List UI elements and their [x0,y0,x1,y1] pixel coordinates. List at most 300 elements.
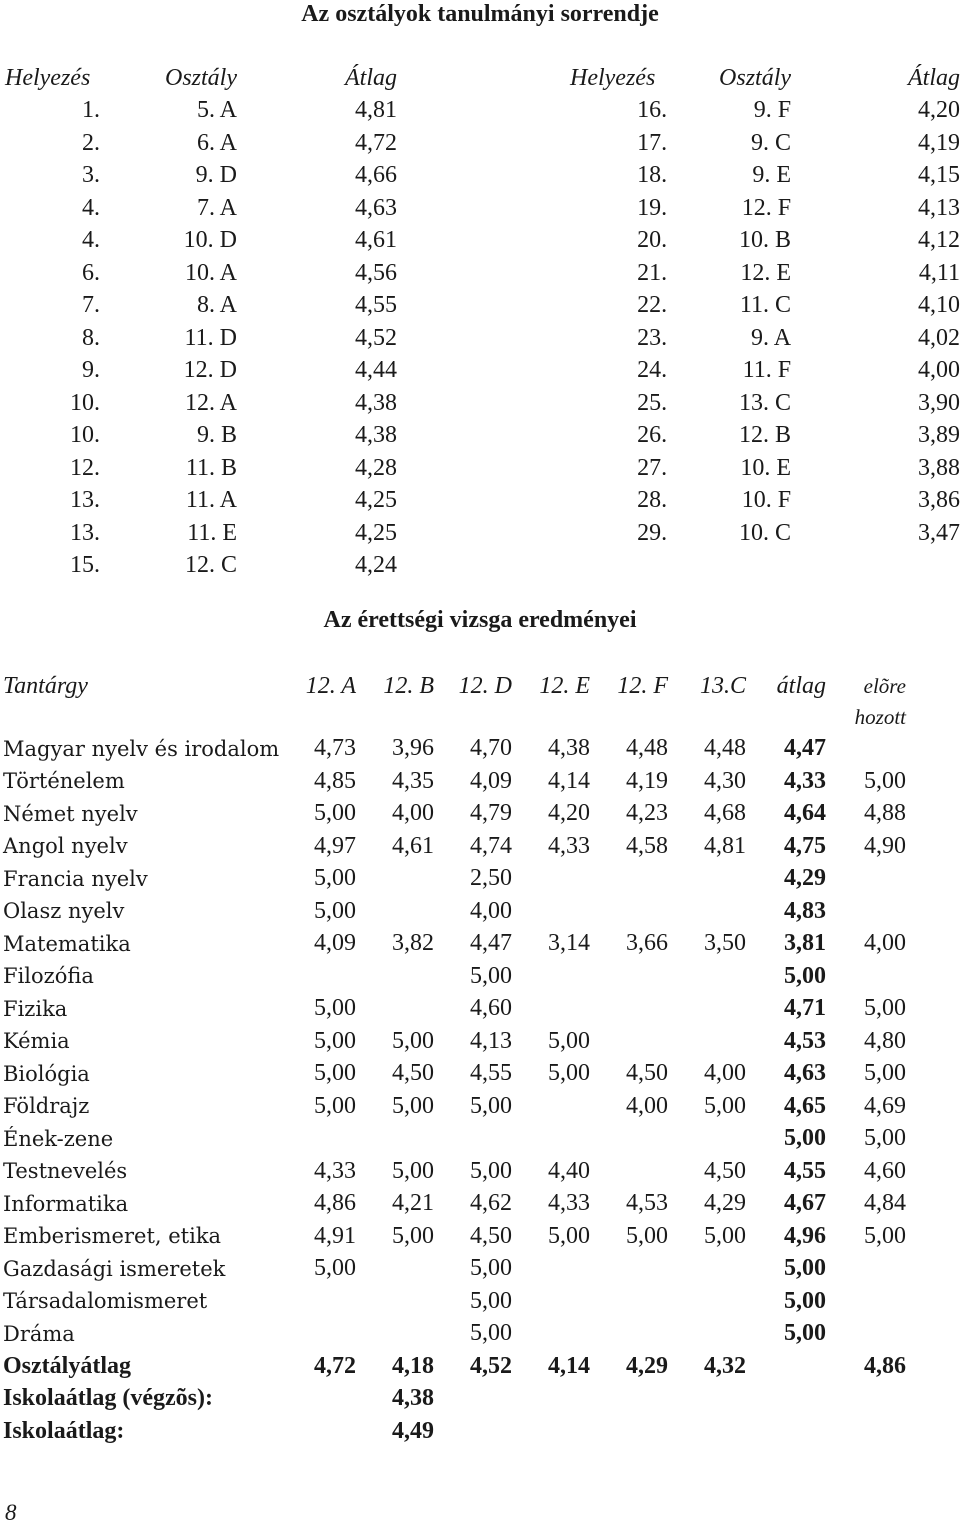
class-cell: 5. A [196,97,237,124]
grade-cell: 4,55 [470,1060,512,1087]
rank-cell: 13. [70,519,100,546]
brought-forward-cell [826,1285,906,1318]
brought-forward-cell [826,733,906,766]
average-cell: 5,00 [784,1125,826,1152]
grade-cell: 5,00 [392,1092,434,1119]
rank-cell: 18. [637,162,668,189]
grade-cell: 4,30 [704,767,746,794]
ranking-row [5,192,397,225]
grade-cell [590,1155,668,1188]
brought-forward-cell [826,895,906,928]
average-cell: 4,83 [784,897,826,924]
class-cell: 9. D [195,162,237,189]
grade-cell [590,993,668,1026]
grade-cell: 4,97 [314,832,356,859]
grade-cell [668,960,746,993]
grade-cell: 5,00 [314,1060,356,1087]
grade-cell: 4,68 [704,800,746,827]
rank-cell: 2. [82,129,100,156]
grade-cell: 5,00 [314,897,356,924]
brought-forward-cell [826,1318,906,1351]
average-cell: 4,64 [784,800,826,827]
grade-cell: 4,48 [704,735,746,762]
grade-cell: 5,00 [470,1287,512,1314]
grade-cell: 5,00 [470,1255,512,1282]
grade-cell [356,863,434,896]
rank-cell: 19. [637,194,668,221]
subject-cell: Fizika [3,996,68,1021]
grade-cell [512,895,590,928]
grade-cell: 4,35 [392,767,434,794]
grade-cell [590,895,668,928]
rank-cell: 9. [82,357,100,384]
header-average: Átlag [345,64,397,91]
grade-cell: 5,00 [392,1027,434,1054]
grade-cell: 4,00 [392,800,434,827]
grade-cell: 5,00 [470,1157,512,1184]
average-cell: 4,65 [784,1092,826,1119]
header-13c: 13.C [699,672,746,699]
grade-cell: 4,20 [548,800,590,827]
rank-cell: 23. [637,324,668,351]
grade-cell: 3,82 [392,930,434,957]
brought-forward-cell: 4,00 [864,930,906,957]
subject-cell: Filozófia [3,964,94,989]
grade-cell: 3,50 [704,930,746,957]
class-cell: 9. C [751,129,792,156]
subject-cell: Gazdasági ismeretek [3,1256,226,1281]
average-cell: 4,56 [355,259,397,286]
average-cell: 3,86 [918,487,960,514]
subject-cell: Magyar nyelv és irodalom [3,736,280,761]
exam-row [3,1090,906,1123]
ranking-row [5,290,397,323]
rank-cell: 10. [70,389,100,416]
grade-cell: 5,00 [470,962,512,989]
header-rank: Helyezés [570,64,656,91]
class-cell: 12. F [741,194,792,221]
class-average-label: Osztályátlag [3,1352,131,1379]
header-12b: 12. B [383,672,434,699]
subject-cell: Informatika [3,1191,129,1216]
average-cell: 4,55 [784,1157,826,1184]
average-cell: 4,33 [784,767,826,794]
grade-cell: 5,00 [470,1092,512,1119]
grade-cell: 4,23 [626,800,668,827]
class-average-value [746,1350,826,1383]
exam-header-row [3,670,906,703]
grade-cell: 4,09 [314,930,356,957]
class-cell: 9. B [196,422,237,449]
ranking-table-right [570,62,960,550]
ranking-body-left [5,95,397,583]
grade-cell [668,1123,746,1156]
subject-cell: Matematika [3,931,131,956]
class-cell: 11. B [185,454,237,481]
average-cell: 4,25 [355,487,397,514]
grade-cell [298,1318,356,1351]
grade-cell: 4,50 [470,1222,512,1249]
grade-cell [356,1318,434,1351]
ranking-row [570,387,960,420]
grade-cell: 4,47 [470,930,512,957]
grade-cell [512,960,590,993]
exam-row [3,895,906,928]
grade-cell [590,1285,668,1318]
rank-cell: 15. [70,552,100,579]
subject-cell: Emberismeret, etika [3,1224,222,1249]
exam-row [3,1155,906,1188]
average-cell: 4,67 [784,1190,826,1217]
exam-row [3,993,906,1026]
class-cell: 11. A [185,487,237,514]
average-cell: 4,47 [784,735,826,762]
rank-cell: 7. [82,292,100,319]
grade-cell [356,1285,434,1318]
subject-cell: Földrajz [3,1094,90,1119]
average-cell: 4,38 [355,422,397,449]
exam-title: Az érettségi vizsga eredményei [323,607,637,633]
class-cell: 12. A [184,389,237,416]
grade-cell [590,1025,668,1058]
class-cell: 12. B [739,422,792,449]
grade-cell: 5,00 [470,1320,512,1347]
subject-cell: Német nyelv [3,801,138,826]
subject-cell: Kémia [3,1029,70,1054]
exam-row [3,1220,906,1253]
rank-cell: 28. [637,487,668,514]
school-average-graduates-row [3,1383,906,1416]
exam-row [3,863,906,896]
subject-cell: Francia nyelv [3,866,148,891]
rank-cell: 17. [637,129,668,156]
average-cell: 4,55 [355,292,397,319]
grade-cell: 5,00 [704,1092,746,1119]
average-cell: 4,24 [355,552,397,579]
class-cell: 12. E [740,259,792,286]
header-average: Átlag [908,64,960,91]
grade-cell: 4,13 [470,1027,512,1054]
grade-cell [512,863,590,896]
school-average-label: Iskolaátlag: [3,1417,125,1444]
exam-row [3,765,906,798]
average-cell: 3,88 [918,454,960,481]
ranking-row [570,257,960,290]
class-average-value: 4,52 [470,1352,512,1379]
average-cell: 4,81 [355,97,397,124]
grade-cell: 4,85 [314,767,356,794]
header-12a: 12. A [305,672,356,699]
brought-forward-cell: 5,00 [864,767,906,794]
ranking-title: Az osztályok tanulmányi sorrendje [301,1,659,27]
grade-cell: 5,00 [548,1222,590,1249]
grade-cell [512,1318,590,1351]
rank-cell: 27. [637,454,668,481]
grade-cell: 4,58 [626,832,668,859]
grade-cell [668,1025,746,1058]
grade-cell [590,960,668,993]
class-cell: 10. C [739,519,792,546]
brought-forward-cell: 4,60 [864,1157,906,1184]
average-cell: 4,29 [784,865,826,892]
school-average-value: 4,49 [392,1417,434,1444]
grade-cell: 2,50 [470,865,512,892]
rank-cell: 4. [82,194,100,221]
subject-cell: Történelem [3,769,125,794]
header-12d: 12. D [458,672,512,699]
rank-cell: 24. [637,357,668,384]
average-cell: 5,00 [784,1255,826,1282]
rank-cell: 1. [82,97,100,124]
grade-cell: 4,00 [470,897,512,924]
ranking-row [570,452,960,485]
exam-results-table [3,670,906,1448]
rank-cell: 26. [637,422,668,449]
average-cell: 5,00 [784,962,826,989]
grade-cell: 5,00 [548,1060,590,1087]
average-cell: 4,52 [355,324,397,351]
grade-cell: 4,50 [626,1060,668,1087]
grade-cell [668,1318,746,1351]
grade-cell [668,863,746,896]
average-cell: 4,12 [918,227,960,254]
grade-cell [512,1253,590,1286]
grade-cell [512,1123,590,1156]
grade-cell [356,1123,434,1156]
grade-cell: 5,00 [392,1222,434,1249]
average-cell: 4,13 [918,194,960,221]
grade-cell [356,895,434,928]
grade-cell: 5,00 [626,1222,668,1249]
exam-row [3,1123,906,1156]
grade-cell [668,1253,746,1286]
class-average-value: 4,32 [704,1352,746,1379]
grade-cell [590,1253,668,1286]
grade-cell [434,1123,512,1156]
average-cell: 5,00 [784,1320,826,1347]
class-cell: 13. C [739,389,792,416]
rank-cell: 4. [82,227,100,254]
header-subject: Tantárgy [3,672,88,699]
brought-forward-cell: 4,84 [864,1190,906,1217]
grade-cell: 5,00 [314,865,356,892]
ranking-row [5,452,397,485]
ranking-body-right [570,95,960,550]
average-cell: 4,11 [918,259,960,286]
grade-cell: 4,74 [470,832,512,859]
subject-cell: Olasz nyelv [3,899,125,924]
grade-cell [512,1090,590,1123]
class-cell: 11. E [187,519,237,546]
rank-cell: 13. [70,487,100,514]
grade-cell: 3,66 [626,930,668,957]
average-cell: 4,15 [918,162,960,189]
grade-cell: 4,79 [470,800,512,827]
grade-cell [298,960,356,993]
grade-cell [512,993,590,1026]
class-cell: 10. F [741,487,792,514]
class-average-value: 4,72 [314,1352,356,1379]
grade-cell: 4,19 [626,767,668,794]
rank-cell: 21. [637,259,668,286]
grade-cell: 4,33 [548,1190,590,1217]
subject-cell: Társadalomismeret [3,1289,208,1314]
class-average-row [3,1350,906,1383]
header-rank: Helyezés [5,64,91,91]
exam-header-subrow [3,703,906,733]
grade-cell [298,1285,356,1318]
ranking-row [5,517,397,550]
grade-cell: 5,00 [314,1027,356,1054]
exam-row [3,830,906,863]
grade-cell [590,863,668,896]
brought-forward-cell [826,960,906,993]
rank-cell: 12. [70,454,100,481]
grade-cell: 4,14 [548,767,590,794]
average-cell: 4,75 [784,832,826,859]
grade-cell: 3,96 [392,735,434,762]
class-cell: 12. D [183,357,237,384]
ranking-row [570,485,960,518]
brought-forward-cell: 5,00 [864,1222,906,1249]
grade-cell [590,1318,668,1351]
school-average-row [3,1415,906,1448]
rank-cell: 25. [637,389,668,416]
ranking-row [570,355,960,388]
average-cell: 4,19 [918,129,960,156]
ranking-row [5,160,397,193]
grade-cell [668,993,746,1026]
ranking-row [5,225,397,258]
class-cell: 12. C [184,552,237,579]
grade-cell: 4,21 [392,1190,434,1217]
class-cell: 11. D [184,324,237,351]
page-number: 8 [5,1500,17,1525]
brought-forward-cell [826,1253,906,1286]
average-cell: 4,44 [355,357,397,384]
average-cell: 4,20 [918,97,960,124]
grade-cell: 4,53 [626,1190,668,1217]
ranking-row [5,257,397,290]
subject-cell: Ének-zene [3,1126,114,1151]
ranking-header-row [5,62,397,95]
class-average-value: 4,86 [864,1352,906,1379]
class-cell: 11. F [742,357,792,384]
header-class: Osztály [165,64,237,91]
average-cell: 3,89 [918,422,960,449]
grade-cell: 3,14 [548,930,590,957]
header-brought-forward-sub: hozott [854,705,906,729]
brought-forward-cell: 4,88 [864,800,906,827]
rank-cell: 8. [82,324,100,351]
class-cell: 9. E [752,162,792,189]
ranking-row [570,95,960,128]
grade-cell: 5,00 [314,800,356,827]
ranking-row [5,420,397,453]
ranking-row [5,322,397,355]
grade-cell: 4,38 [548,735,590,762]
grade-cell: 4,73 [314,735,356,762]
grade-cell: 4,29 [704,1190,746,1217]
header-brought-forward: elõre [863,673,906,698]
ranking-row [5,550,397,583]
grade-cell [298,1123,356,1156]
average-cell: 4,02 [918,324,960,351]
brought-forward-cell: 5,00 [864,995,906,1022]
average-cell: 4,10 [918,292,960,319]
ranking-row [570,290,960,323]
grade-cell: 4,50 [392,1060,434,1087]
exam-row [3,1318,906,1351]
exam-row [3,1025,906,1058]
grade-cell [356,960,434,993]
subject-cell: Biológia [3,1061,90,1086]
header-class: Osztály [719,64,792,91]
brought-forward-cell [826,863,906,896]
grade-cell: 4,00 [626,1092,668,1119]
average-cell: 4,28 [355,454,397,481]
exam-row [3,1188,906,1221]
rank-cell: 22. [637,292,668,319]
class-cell: 8. A [196,292,237,319]
average-cell: 4,25 [355,519,397,546]
average-cell: 5,00 [784,1287,826,1314]
ranking-row [570,517,960,550]
rank-cell: 29. [637,519,668,546]
average-cell: 4,66 [355,162,397,189]
grade-cell: 4,60 [470,995,512,1022]
grade-cell: 4,40 [548,1157,590,1184]
grade-cell: 5,00 [392,1157,434,1184]
grade-cell [590,1123,668,1156]
brought-forward-cell: 4,80 [864,1027,906,1054]
ranking-row [5,95,397,128]
rank-cell: 3. [82,162,100,189]
subject-cell: Testnevelés [3,1159,128,1184]
subject-cell: Angol nyelv [3,834,128,859]
grade-cell: 4,62 [470,1190,512,1217]
grade-cell: 5,00 [314,1255,356,1282]
grade-cell [356,993,434,1026]
ranking-row [5,387,397,420]
grade-cell: 4,81 [704,832,746,859]
ranking-row [570,192,960,225]
exam-row [3,1285,906,1318]
header-12f: 12. F [617,672,668,699]
class-cell: 7. A [196,194,237,221]
grade-cell [512,1285,590,1318]
grade-cell: 5,00 [314,1092,356,1119]
header-12e: 12. E [539,672,590,699]
exam-body [3,733,906,1351]
brought-forward-cell: 4,90 [864,832,906,859]
grade-cell: 4,70 [470,735,512,762]
rank-cell: 16. [637,97,668,124]
average-cell: 3,81 [784,930,826,957]
class-cell: 6. A [196,129,237,156]
class-cell: 11. C [739,292,792,319]
class-cell: 10. E [740,454,792,481]
average-cell: 3,90 [918,389,960,416]
grade-cell: 5,00 [704,1222,746,1249]
ranking-header-row [570,62,960,95]
ranking-table-left [5,62,397,582]
class-average-value: 4,29 [626,1352,668,1379]
class-cell: 10. D [183,227,237,254]
grade-cell: 4,61 [392,832,434,859]
grade-cell: 4,91 [314,1222,356,1249]
grade-cell [668,895,746,928]
